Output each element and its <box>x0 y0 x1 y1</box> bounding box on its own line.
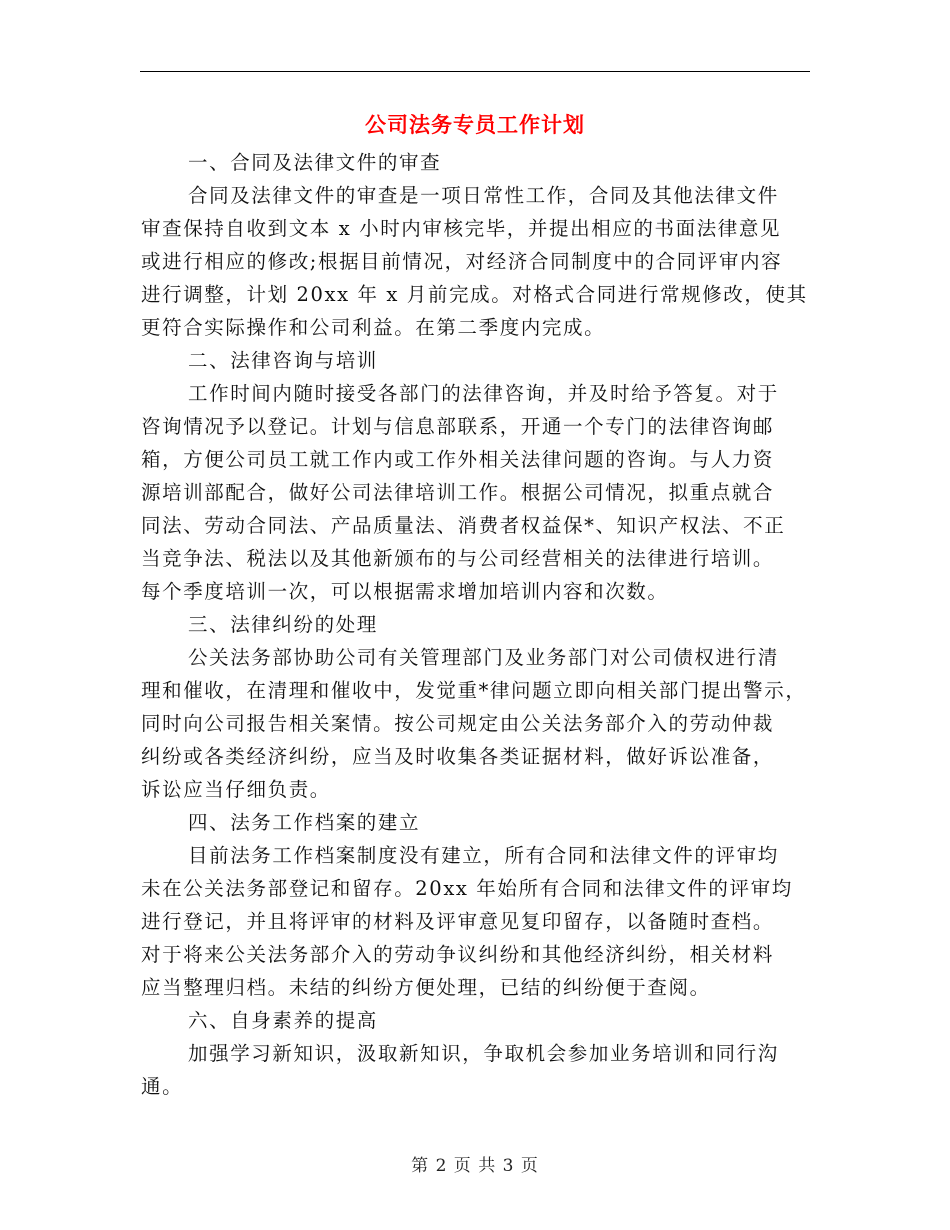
paragraph-line: 审查保持自收到文本 x 小时内审核完毕，并提出相应的书面法律意见 <box>141 217 782 240</box>
paragraph-line: 对于将来公关法务部介入的劳动争议纠纷和其他经济纠纷，相关材料 <box>141 943 775 966</box>
paragraph-line: 未在公关法务部登记和留存。20xx 年始所有合同和法律文件的评审均 <box>141 877 793 900</box>
paragraph-line: 同时向公司报告相关案情。按公司规定由公关法务部介入的劳动仲裁 <box>141 712 775 735</box>
paragraph-line: 工作时间内随时接受各部门的法律咨询，并及时给予答复。对于 <box>188 382 779 405</box>
section-heading-6: 六、自身素养的提高 <box>188 1009 378 1032</box>
section-heading-3: 三、法律纠纷的处理 <box>188 613 378 636</box>
page-number: 第 2 页 共 3 页 <box>411 1156 539 1176</box>
paragraph-line: 理和催收，在清理和催收中，发觉重*律问题立即向相关部门提出警示， <box>141 679 807 702</box>
paragraph-line: 目前法务工作档案制度没有建立，所有合同和法律文件的评审均 <box>188 844 779 867</box>
paragraph-line: 加强学习新知识，汲取新知识，争取机会参加业务培训和同行沟 <box>188 1042 779 1065</box>
paragraph-line: 或进行相应的修改;根据目前情况，对经济合同制度中的合同评审内容 <box>141 250 783 273</box>
paragraph-line: 应当整理归档。未结的纠纷方便处理，已结的纠纷便于查阅。 <box>141 976 711 999</box>
paragraph-line: 每个季度培训一次，可以根据需求增加培训内容和次数。 <box>141 580 669 603</box>
paragraph-line: 诉讼应当仔细负责。 <box>141 778 331 801</box>
paragraph-line: 当竞争法、税法以及其他新颁布的与公司经营相关的法律进行培训。 <box>141 547 775 570</box>
paragraph-line: 箱，方便公司员工就工作内或工作外相关法律问题的咨询。与人力资 <box>141 448 775 471</box>
section-heading-2: 二、法律咨询与培训 <box>188 349 378 372</box>
section-heading-1: 一、合同及法律文件的审查 <box>188 151 442 174</box>
paragraph-line: 公关法务部协助公司有关管理部门及业务部门对公司债权进行清 <box>188 646 779 669</box>
paragraph-line: 通。 <box>141 1075 184 1098</box>
paragraph-line: 纠纷或各类经济纠纷，应当及时收集各类证据材料，做好诉讼准备， <box>141 745 775 768</box>
header-rule <box>140 71 810 72</box>
paragraph-line: 进行登记，并且将评审的材料及评审意见复印留存，以备随时查档。 <box>141 910 775 933</box>
paragraph-line: 进行调整，计划 20xx 年 x 月前完成。对格式合同进行常规修改，使其 <box>141 283 808 306</box>
paragraph-line: 更符合实际操作和公司利益。在第二季度内完成。 <box>141 316 606 339</box>
document-title: 公司法务专员工作计划 <box>365 112 585 137</box>
paragraph-line: 咨询情况予以登记。计划与信息部联系，开通一个专门的法律咨询邮 <box>141 415 775 438</box>
paragraph-line: 源培训部配合，做好公司法律培训工作。根据公司情况，拟重点就合 <box>141 481 775 504</box>
section-heading-4: 四、法务工作档案的建立 <box>188 811 421 834</box>
paragraph-line: 合同及法律文件的审查是一项日常性工作，合同及其他法律文件 <box>188 184 779 207</box>
paragraph-line: 同法、劳动合同法、产品质量法、消费者权益保*、知识产权法、不正 <box>141 514 786 537</box>
